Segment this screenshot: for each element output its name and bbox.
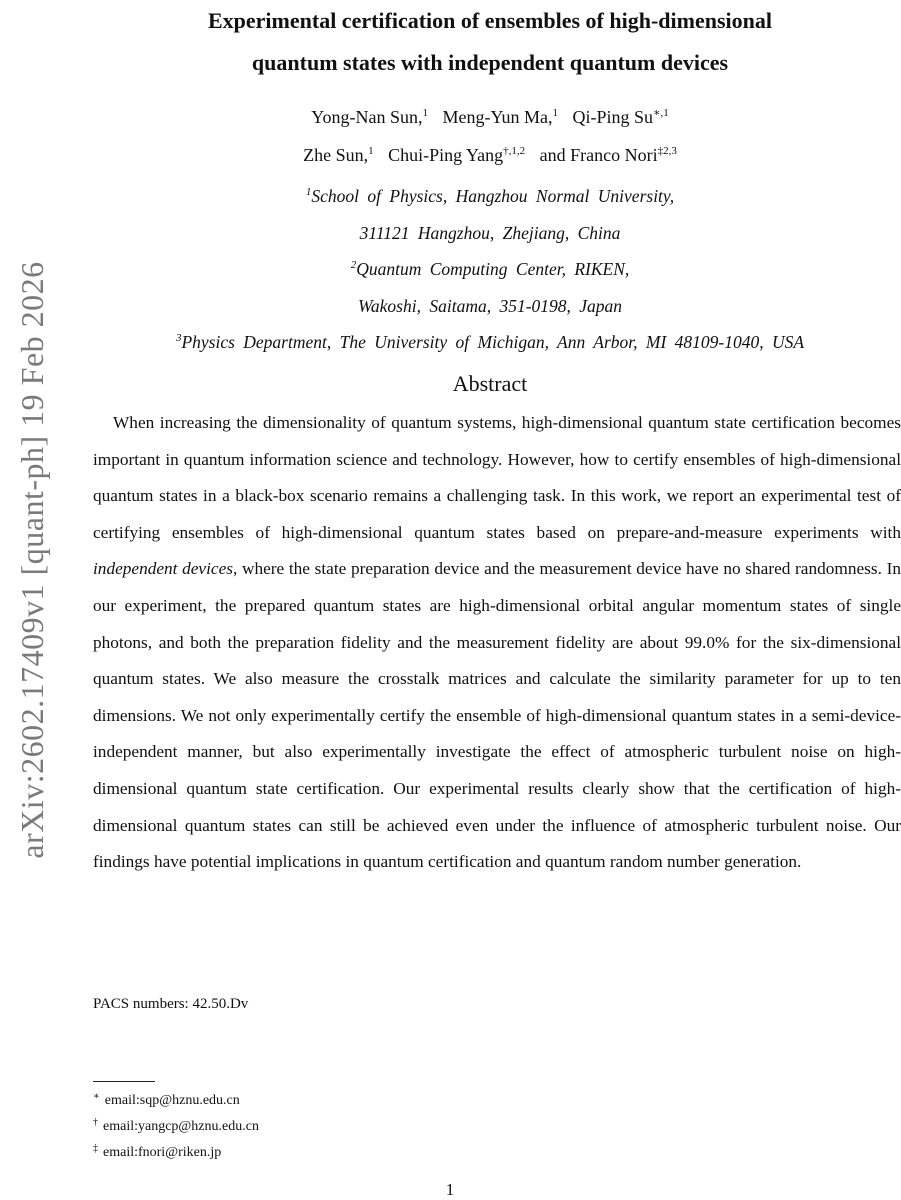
- author-affiliation-mark: †,1,2: [503, 145, 526, 157]
- footnote: [93, 1112, 593, 1138]
- author-name: Yong-Nan Sun,: [311, 107, 423, 127]
- abstract-text-part-2: , where the state preparation device and the measurement device have no shared randomness. In our experiment, the prepared quantum states are high-dimensional orbital angular momentum states of single photons, and both the preparation fidelity and the measurement fidelity are about 99.0% for the six-dimensional quantum states. We also measure the crosstalk matrices and calculate the similarity parameter for up to ten dimensions. We not only experimentally certify the ensemble of high-dimensional quantum states in a semi-device-independent manner, but also experimentally investigate the effect of atmospheric turbulent noise on high-dimensional quantum state certification. Our experimental results clearly show that the certification of high-dimensional quantum states can still be achieved even under the influence of atmospheric turbulent noise. Our findings have potential implications in quantum certification and quantum random number generation.: [93, 559, 901, 872]
- affiliation-2-line-2: Wakoshi, Saitama, 351-0198, Japan: [357, 295, 623, 316]
- author-name: Zhe Sun,: [303, 145, 369, 165]
- affiliation-3: [90, 324, 890, 361]
- author-name: and Franco Nori: [539, 145, 658, 165]
- affiliation-text: Quantum Computing Center, RIKEN,: [356, 259, 630, 279]
- author-list: [90, 98, 890, 174]
- author-affiliation-mark: 1: [368, 145, 374, 157]
- abstract-text-part-1: When increasing the dimensionality of quantum systems, high-dimensional quantum state certification becomes important in quantum information science and technology. However, how to certify ensembles of high-dimensional quantum states in a black-box scenario remains a challenging task. In this work, we report an experimental test of certifying ensembles of high-dimensional quantum states based on prepare-and-measure experiments with: [93, 413, 901, 542]
- author-affiliation-mark: 1: [422, 107, 428, 119]
- footnote-email: email:sqp@hznu.edu.cn: [104, 1093, 240, 1108]
- footnote-mark: ‡: [93, 1143, 98, 1154]
- author-name: Chui-Ping Yang: [388, 145, 504, 165]
- footnote-mark: †: [93, 1117, 98, 1128]
- author: [388, 145, 525, 165]
- paper-title: [90, 0, 890, 84]
- footnote-mark: ∗: [93, 1091, 100, 1102]
- affiliation-text: School of Physics, Hangzhou Normal University,: [311, 186, 675, 206]
- author: [540, 145, 677, 165]
- author: [311, 107, 428, 127]
- author-affiliation-mark: 1: [552, 107, 558, 119]
- affiliation-1-line-2: 311121 Hangzhou, Zhejiang, China: [359, 222, 621, 243]
- affiliation-list: [90, 178, 890, 361]
- footnote: [93, 1086, 593, 1112]
- abstract-body: [93, 405, 901, 881]
- affiliation-2-line-1: [90, 251, 890, 288]
- author-affiliation-mark: ‡2,3: [657, 145, 677, 157]
- author: [442, 107, 558, 127]
- abstract-emphasis: independent devices: [93, 559, 233, 579]
- author-name: Meng-Yun Ma,: [442, 107, 553, 127]
- title-line-1: Experimental certification of ensembles of high-dimensional: [207, 8, 772, 33]
- page-number: 1: [445, 1180, 455, 1199]
- author-name: Qi-Ping Su: [572, 107, 653, 127]
- affiliation-mark: 3: [175, 332, 182, 345]
- affiliation-mark: 1: [305, 186, 312, 199]
- author: [572, 107, 668, 127]
- pacs-numbers: PACS numbers: 42.50.Dv: [93, 996, 249, 1012]
- footnotes: [93, 1086, 593, 1164]
- footnote-divider: [93, 1081, 155, 1082]
- affiliation-1-line-1: [90, 178, 890, 215]
- footnote-email: email:fnori@riken.jp: [103, 1145, 222, 1160]
- author-affiliation-mark: ∗,1: [653, 107, 669, 119]
- affiliation-text: Physics Department, The University of Michigan, Ann Arbor, MI 48109-1040, USA: [181, 332, 805, 352]
- author-line-1: [90, 98, 890, 136]
- footnote-email: email:yangcp@hznu.edu.cn: [103, 1119, 259, 1134]
- abstract-heading: Abstract: [452, 371, 528, 396]
- title-line-2: quantum states with independent quantum devices: [251, 50, 729, 75]
- author: [303, 145, 374, 165]
- footnote: [93, 1138, 593, 1164]
- arxiv-identifier-stamp[interactable]: arXiv:2602.17409v1 [quant-ph] 19 Feb 2026: [14, 261, 50, 859]
- affiliation-mark: 2: [350, 259, 357, 272]
- author-line-2: [90, 136, 890, 174]
